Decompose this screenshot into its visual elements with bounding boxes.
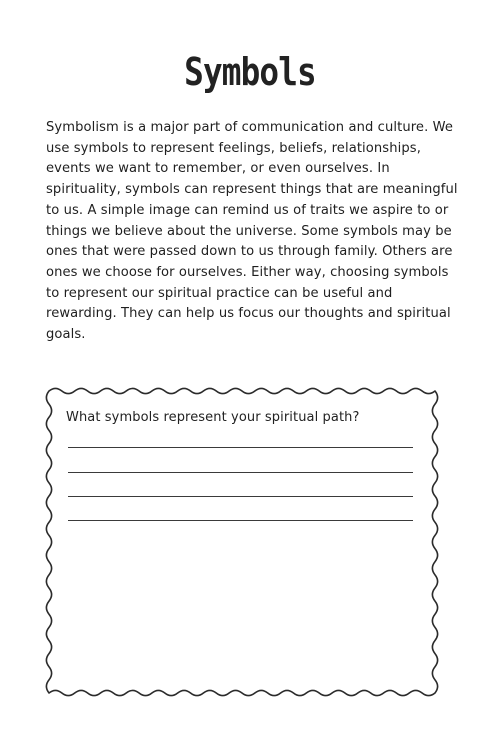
page-title: Symbols xyxy=(184,50,316,94)
journal-prompt-box xyxy=(46,388,438,696)
writing-line-2[interactable] xyxy=(68,472,413,473)
prompt-question: What symbols represent your spiritual path? xyxy=(66,410,360,425)
wavy-border xyxy=(46,388,438,696)
writing-line-3[interactable] xyxy=(68,496,413,497)
writing-line-1[interactable] xyxy=(68,447,413,448)
body-paragraph: Symbolism is a major part of communication and culture. We use symbols to represent feelings, beliefs, relationships, events we want to remember, or even ourselves. In spirituality, symbols can represent things that are meaningful to us. A simple image can remind us of traits we aspire to or things we believe about the universe. Some symbols may be ones that were passed down to us through family. Others are ones we choose for ourselves. Either way, choosing symbols to represent our spiritual practice can be useful and rewarding. They can help us focus our thoughts and spiritual goals. xyxy=(46,120,458,343)
writing-line-4[interactable] xyxy=(68,520,413,521)
